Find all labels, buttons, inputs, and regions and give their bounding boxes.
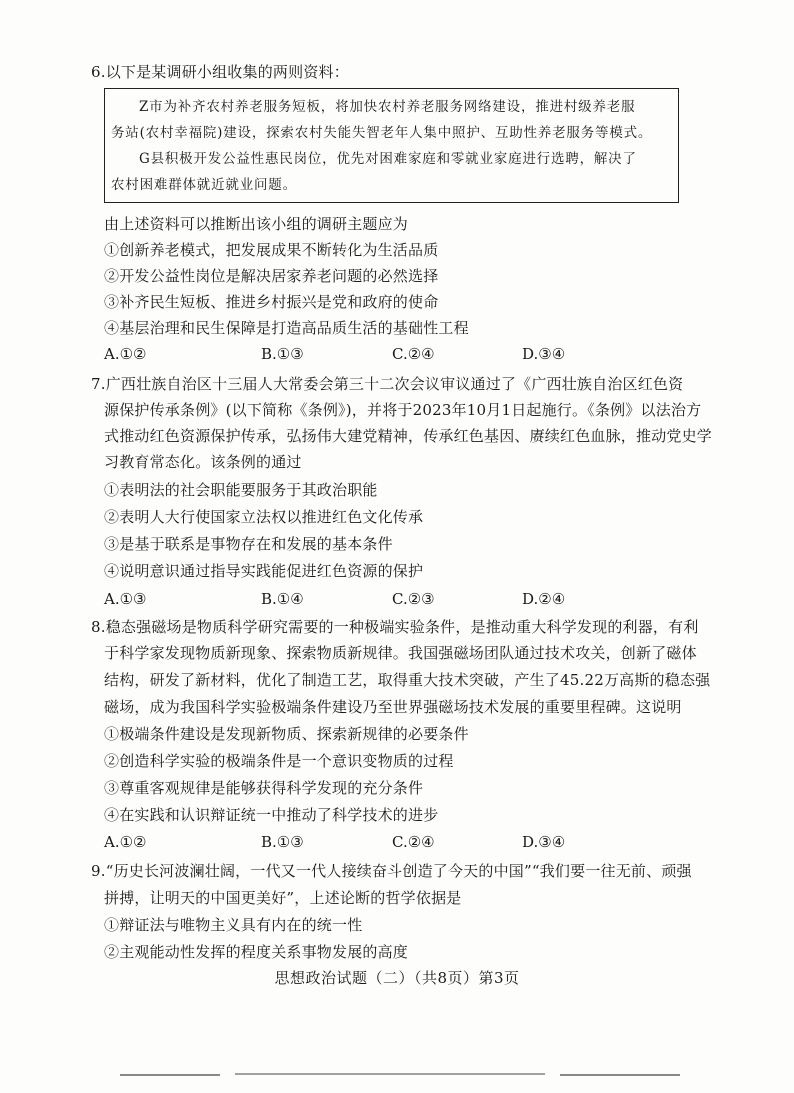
q9-statement-1: ①辩证法与唯物主义具有内在的统一性 [104, 916, 363, 934]
q8-statement-2: ②创造科学实验的极端条件是一个意识变物质的过程 [104, 752, 454, 770]
q8-option-b[interactable]: B.①③ [261, 833, 304, 851]
q6-options [104, 344, 704, 364]
q7-option-d[interactable]: D.②④ [522, 590, 566, 608]
q9-stem-line-2: 拼搏，让明天的中国更美好”，上述论断的哲学依据是 [104, 889, 462, 907]
q8-stem-line-3: 结构，研发了新材料，优化了制造工艺，取得重大技术突破，产生了45.22万高斯的稳态强 [104, 671, 711, 689]
q6-statement-4: ④基层治理和民生保障是打造高品质生活的基础性工程 [104, 319, 469, 337]
q6-statement-3: ③补齐民生短板、推进乡村振兴是党和政府的使命 [104, 293, 439, 311]
q6-material-line-3: G县积极开发公益性惠民岗位，优先对困难家庭和零就业家庭进行选聘，解决了 [139, 151, 637, 167]
q7-option-a[interactable]: A.①③ [104, 590, 147, 608]
q6-question: 由上述资料可以推断出该小组的调研主题应为 [104, 215, 409, 233]
q6-material-line-1: Z市为补齐农村养老服务短板，将加快农村养老服务网络建设，推进村级养老服 [139, 99, 636, 115]
q6-option-d[interactable]: D.③④ [522, 345, 566, 363]
q7-statement-4: ④说明意识通过指导实践能促进红色资源的保护 [104, 562, 424, 580]
q8-statement-4: ④在实践和认识辩证统一中推动了科学技术的进步 [104, 806, 439, 824]
q8-stem-line-4: 磁场，成为我国科学实验极端条件建设乃至世界强磁场技术发展的重要里程碑。这说明 [104, 698, 682, 716]
q8-statement-1: ①极端条件建设是发现新物质、探索新规律的必要条件 [104, 725, 469, 743]
q7-option-c[interactable]: C.②③ [392, 590, 435, 608]
q7-statement-2: ②表明人大行使国家立法权以推进红色文化传承 [104, 508, 424, 526]
q8-statement-3: ③尊重客观规律是能够获得科学发现的充分条件 [104, 779, 424, 797]
scan-artifact-line [235, 1073, 545, 1075]
q6-option-b[interactable]: B.①③ [261, 345, 304, 363]
q6-statement-1: ①创新养老模式，把发展成果不断转化为生活品质 [104, 241, 439, 259]
q6-stem: 6.以下是某调研小组收集的两则资料： [91, 63, 349, 81]
q7-stem-line-4: 习教育常态化。该条例的通过 [104, 453, 302, 471]
q6-material-line-4: 农村困难群体就近就业问题。 [111, 177, 297, 193]
page-footer: 思想政治试题（二）（共8页）第3页 [274, 969, 520, 987]
q6-material-box [104, 88, 679, 203]
q8-stem-line-2: 于科学家发现物质新现象、探索物质新规律。我国强磁场团队通过技术攻关，创新了磁体 [104, 644, 697, 662]
scan-artifact-line [120, 1074, 220, 1076]
q8-option-d[interactable]: D.③④ [522, 833, 566, 851]
q6-option-c[interactable]: C.②④ [392, 345, 435, 363]
q7-stem-line-2: 源保护传承条例》(以下简称《条例》)，并将于2023年10月1日起施行。《条例》以法治方 [104, 401, 702, 419]
q8-stem-line-1: 8.稳态强磁场是物质科学研究需要的一种极端实验条件，是推动重大科学发现的利器，有利 [91, 618, 699, 636]
q6-material-line-2: 务站(农村幸福院)建设，探索农村失能失智老年人集中照护、互助性养老服务等模式。 [111, 125, 653, 141]
q7-options [104, 589, 704, 609]
q9-statement-2: ②主观能动性发挥的程度关系事物发展的高度 [104, 943, 409, 961]
q7-stem-line-3: 式推动红色资源保护传承，弘扬伟大建党精神，传承红色基因、赓续红色血脉，推动党史学 [104, 427, 713, 445]
q7-stem-line-1: 7.广西壮族自治区十三届人大常委会第三十二次会议审议通过了《广西壮族自治区红色资 [91, 375, 684, 393]
q6-option-a[interactable]: A.①② [104, 345, 147, 363]
q7-statement-1: ①表明法的社会职能要服务于其政治职能 [104, 481, 378, 499]
q7-statement-3: ③是基于联系是事物存在和发展的基本条件 [104, 535, 393, 553]
q8-option-a[interactable]: A.①② [104, 833, 147, 851]
q7-option-b[interactable]: B.①④ [261, 590, 304, 608]
q9-stem-line-1: 9.“历史长河波澜壮阔，一代又一代人接续奋斗创造了今天的中国”“我们要一往无前、顽强 [91, 862, 692, 880]
q8-option-c[interactable]: C.②④ [392, 833, 435, 851]
q8-options [104, 832, 704, 852]
scan-artifact-line [560, 1074, 680, 1076]
q6-statement-2: ②开发公益性岗位是解决居家养老问题的必然选择 [104, 267, 439, 285]
